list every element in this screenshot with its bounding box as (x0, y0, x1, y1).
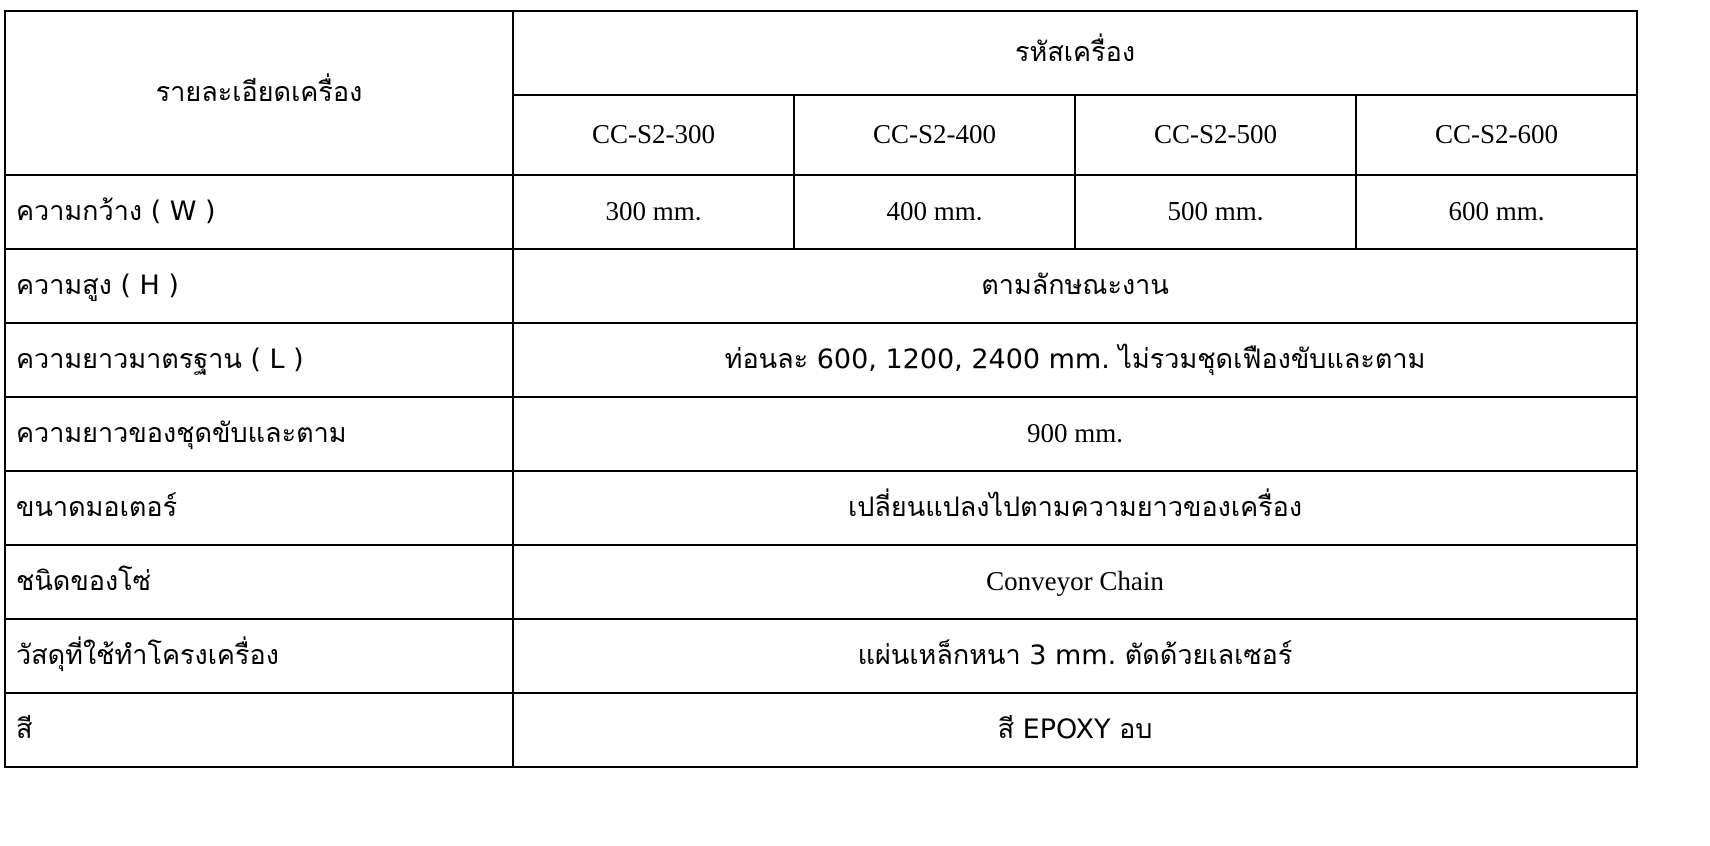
header-model-3: CC-S2-500 (1075, 95, 1356, 175)
row-value: สี EPOXY อบ (513, 693, 1637, 767)
row-value: 900 mm. (513, 397, 1637, 471)
row-value: ท่อนละ 600, 1200, 2400 mm. ไม่รวมชุดเฟืองขับและตาม (513, 323, 1637, 397)
row-label: ความสูง ( H ) (5, 249, 513, 323)
header-machine-code: รหัสเครื่อง (513, 11, 1637, 95)
table-row (5, 175, 1637, 249)
table-row (5, 397, 1637, 471)
table-row (5, 545, 1637, 619)
table-row (5, 471, 1637, 545)
specification-table (4, 10, 1638, 768)
row-value: ตามลักษณะงาน (513, 249, 1637, 323)
header-model-4: CC-S2-600 (1356, 95, 1637, 175)
table-header-row-group (5, 11, 1637, 95)
row-value: 600 mm. (1356, 175, 1637, 249)
row-value: เปลี่ยนแปลงไปตามความยาวของเครื่อง (513, 471, 1637, 545)
row-label: ความยาวมาตรฐาน ( L ) (5, 323, 513, 397)
header-model-1: CC-S2-300 (513, 95, 794, 175)
table-row (5, 323, 1637, 397)
row-label: สี (5, 693, 513, 767)
table-row (5, 619, 1637, 693)
row-label: ชนิดของโซ่ (5, 545, 513, 619)
header-machine-detail: รายละเอียดเครื่อง (5, 11, 513, 175)
table-row (5, 693, 1637, 767)
row-label: ขนาดมอเตอร์ (5, 471, 513, 545)
row-value: 400 mm. (794, 175, 1075, 249)
row-label: วัสดุที่ใช้ทำโครงเครื่อง (5, 619, 513, 693)
row-value: 300 mm. (513, 175, 794, 249)
row-value: Conveyor Chain (513, 545, 1637, 619)
row-value: แผ่นเหล็กหนา 3 mm. ตัดด้วยเลเซอร์ (513, 619, 1637, 693)
row-value: 500 mm. (1075, 175, 1356, 249)
header-model-2: CC-S2-400 (794, 95, 1075, 175)
table-row (5, 249, 1637, 323)
row-label: ความยาวของชุดขับและตาม (5, 397, 513, 471)
row-label: ความกว้าง ( W ) (5, 175, 513, 249)
